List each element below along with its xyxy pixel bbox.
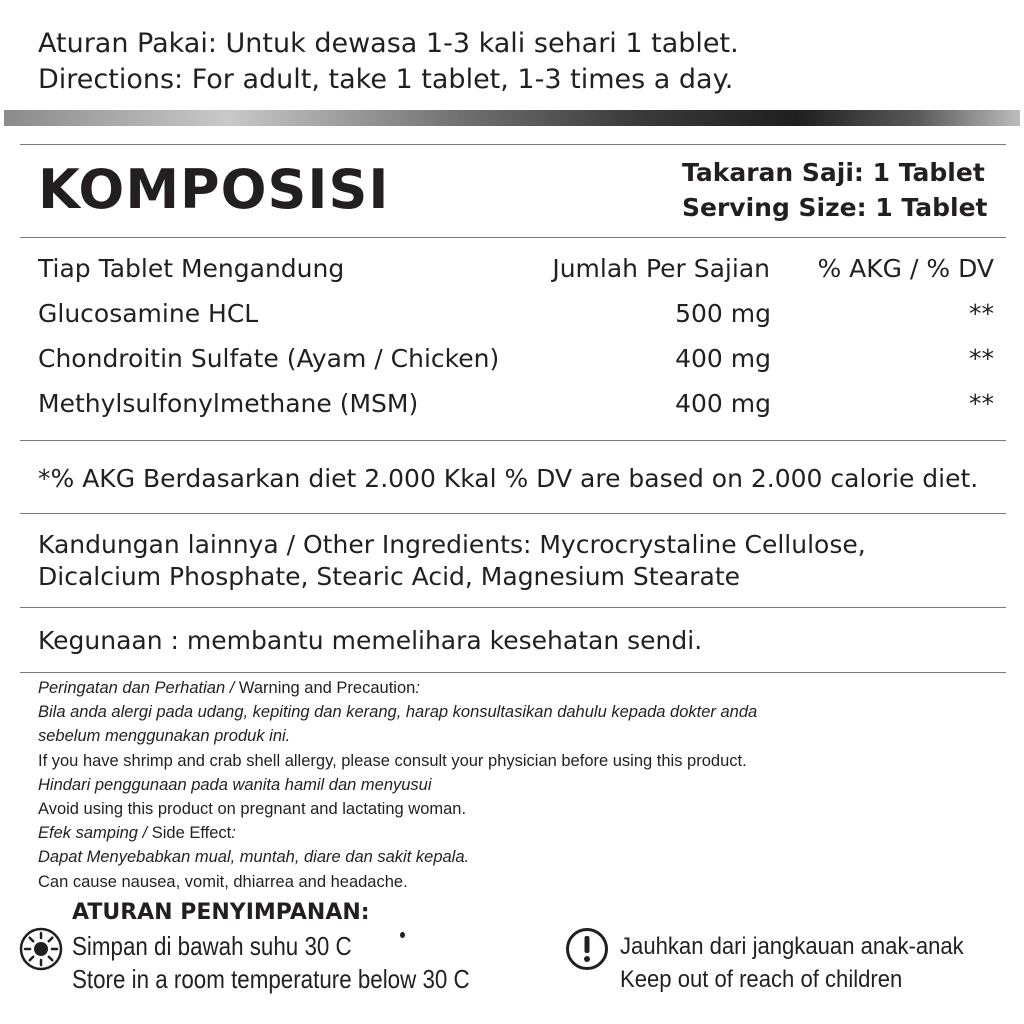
ingredient-amount: 400 mg: [675, 389, 771, 418]
storage-line-en: Store in a room temperature below 30 C: [72, 964, 470, 994]
composition-title: KOMPOSISI: [38, 158, 390, 221]
other-ingredients-line2: Dicalcium Phosphate, Stearic Acid, Magnesium Stearate: [38, 562, 741, 591]
header-amount: Jumlah Per Sajian: [552, 254, 770, 283]
ingredient-amount: 400 mg: [675, 344, 771, 373]
children-line-en: Keep out of reach of children: [620, 966, 903, 993]
children-warning: [620, 930, 964, 996]
directions-en: Directions: For adult, take 1 tablet, 1-3 times a day.: [38, 64, 734, 95]
side-effect-en: Can cause nausea, vomit, dhiarrea and headache.: [38, 872, 408, 891]
allergy-warning-id-2: sebelum menggunakan produk ini.: [38, 727, 291, 746]
side-effect-heading: Efek samping / Side Effect:: [38, 824, 236, 843]
ingredient-amount: 500 mg: [675, 299, 771, 328]
sun-icon: [19, 927, 63, 971]
children-line-id: Jauhkan dari jangkauan anak-anak: [620, 933, 964, 960]
ingredient-name: Methylsulfonylmethane (MSM): [38, 389, 419, 418]
allergy-warning-id-1: Bila anda alergi pada udang, kepiting dan kerang, harap konsultasikan dahulu kepada dokter anda: [38, 703, 758, 722]
composition-row: [38, 291, 994, 336]
other-ingredients-line1: Kandungan lainnya / Other Ingredients: Mycrocrystaline Cellulose,: [38, 530, 866, 559]
divider: [20, 607, 1006, 608]
serving-size-id: Takaran Saji: 1 Tablet: [682, 158, 985, 187]
storage-line-id: Simpan di bawah suhu 30 C: [72, 931, 352, 961]
ingredient-name: Glucosamine HCL: [38, 299, 259, 328]
ingredient-dv: **: [969, 299, 994, 328]
allergy-warning-en: If you have shrimp and crab shell allergy, please consult your physician before using this product.: [38, 751, 747, 770]
warning-heading: Peringatan dan Perhatian / Warning and Precaution:: [38, 679, 420, 697]
storage-text: [72, 930, 470, 996]
storage-heading: ATURAN PENYIMPANAN:: [72, 900, 370, 925]
degree-mark: [400, 932, 405, 938]
side-effect-id: Dapat Menyebabkan mual, muntah, diare dan sakit kepala.: [38, 848, 470, 867]
header-dv: % AKG / % DV: [817, 254, 994, 283]
warnings-block: [38, 676, 757, 894]
composition-header-row: [38, 246, 994, 291]
dv-footnote: *% AKG Berdasarkan diet 2.000 Kkal % DV are based on 2.000 calorie diet.: [38, 464, 979, 493]
ingredient-dv: **: [969, 389, 994, 418]
ingredient-dv: **: [969, 344, 994, 373]
divider: [20, 440, 1006, 441]
divider: [20, 237, 1006, 238]
gradient-divider: [4, 110, 1020, 126]
directions-id: Aturan Pakai: Untuk dewasa 1-3 kali sehari 1 tablet.: [38, 28, 739, 59]
pregnancy-warning-en: Avoid using this product on pregnant and lactating woman.: [38, 799, 467, 818]
divider: [20, 144, 1006, 145]
divider: [20, 513, 1006, 514]
serving-size-en: Serving Size: 1 Tablet: [682, 193, 988, 222]
pregnancy-warning-id: Hindari penggunaan pada wanita hamil dan menyusui: [38, 775, 432, 794]
composition-row: [38, 336, 994, 381]
divider: [20, 672, 1006, 673]
ingredient-name: Chondroitin Sulfate (Ayam / Chicken): [38, 344, 500, 373]
header-ingredient: Tiap Tablet Mengandung: [38, 254, 345, 283]
exclamation-circle-icon: [565, 927, 609, 971]
usage-text: Kegunaan : membantu memelihara kesehatan sendi.: [38, 626, 703, 655]
composition-row: [38, 381, 994, 426]
